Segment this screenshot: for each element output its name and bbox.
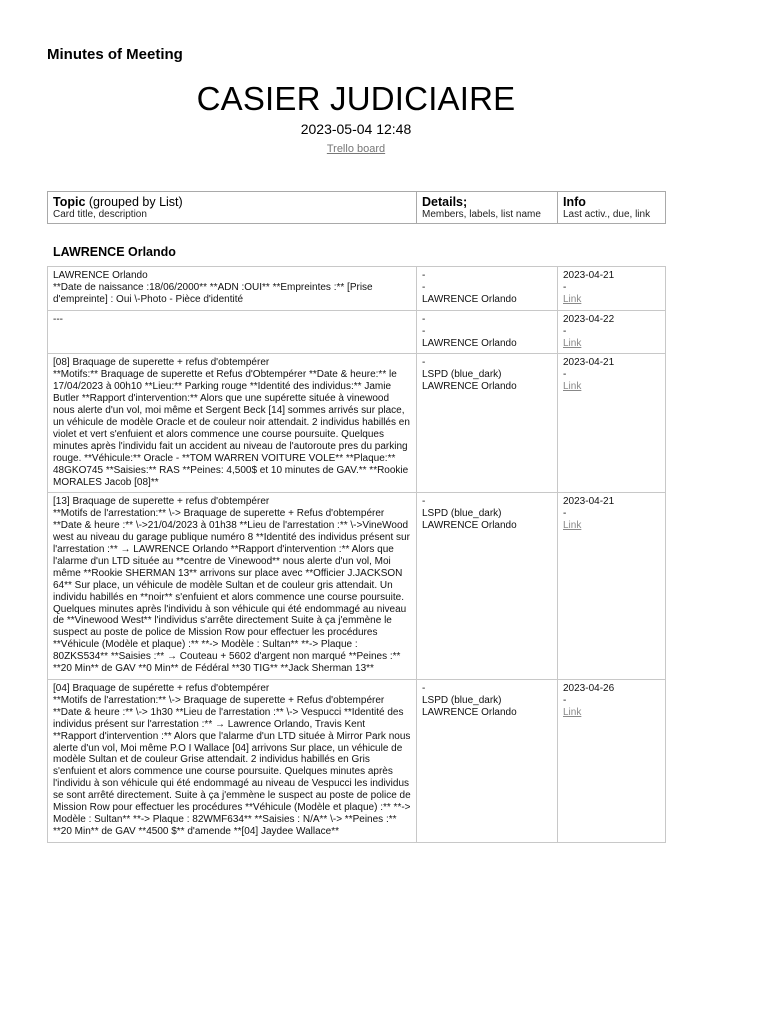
card-row bbox=[48, 354, 666, 493]
card-detail-line: LSPD (blue_dark) bbox=[422, 369, 502, 381]
card-last-activity: 2023-04-21 bbox=[563, 357, 615, 369]
card-row bbox=[48, 493, 666, 680]
card-link[interactable]: Link bbox=[563, 706, 582, 718]
card-last-activity: 2023-04-21 bbox=[563, 496, 615, 508]
card-info-cell bbox=[558, 680, 666, 843]
card-detail-line: LSPD (blue_dark) bbox=[422, 508, 502, 520]
section-title: LAWRENCE Orlando bbox=[53, 245, 176, 259]
card-topic-text: [13] Braquage de superette + refus d'obtempérer **Motifs de l'arrestation:** \-> Braquage de superette + Refus d'obtempérer **Date & heure :** \->21/04/2023 à 01h38 **Lieu de l'arrestation :** \->VineWood west au niveau du garage publique numéro 8 **Identité des individus présent sur l'arrestation :** → LAWRENCE Orlando **Rapport d'intervention :** Alors que l'alarme d'un LTD située au **centre de Vinewood** nous alerte d'un vol, Moi même **Rookie SHERMAN 13** arrivons sur place avec **Officier J.JACKSON 64** Sur place, un véhicule de modèle Sultan et de couleur gris attendait. Un individu habillés en **noir** s'enfuient et alors commence une course poursuite. Quelques minutes après l'individu à son véhicule qui été endommagé au niveau de **Vinewood West** l'individus s'arrête directement Suite à ça j'emmène le suspect au poste de police de Mission Row pour effectuer les procédures **Véhicule (Modèle et plaque) :** **-> Modèle : Sultan** **-> Plaque : 80ZKS534** **Saisies :** → Couteau + 5602 d'argent non marqué **Peines :** **20 Min** de GAV **0 Min** de Fédéral **30 TIG** **Jack Sherman 13** bbox=[53, 496, 410, 675]
header-details bbox=[417, 192, 558, 224]
card-details-cell bbox=[417, 680, 558, 843]
card-link[interactable]: Link bbox=[563, 520, 582, 532]
header-topic bbox=[48, 192, 417, 224]
card-due: - bbox=[563, 325, 567, 337]
card-details-cell bbox=[417, 267, 558, 311]
card-due: - bbox=[563, 694, 567, 706]
card-last-activity: 2023-04-26 bbox=[563, 683, 615, 694]
card-link[interactable]: Link bbox=[563, 293, 582, 305]
card-topic-cell bbox=[48, 354, 417, 493]
card-detail-line: LSPD (blue_dark) bbox=[422, 694, 502, 706]
card-detail-line: LAWRENCE Orlando bbox=[422, 337, 517, 349]
card-row bbox=[48, 267, 666, 311]
card-detail-line: LAWRENCE Orlando bbox=[422, 520, 517, 532]
card-details-cell bbox=[417, 493, 558, 680]
trello-board-link[interactable]: Trello board bbox=[326, 143, 386, 155]
header-info bbox=[558, 192, 666, 224]
card-link[interactable]: Link bbox=[563, 337, 582, 349]
card-detail-line: - bbox=[422, 325, 426, 337]
header-topic-suffix: (grouped by List) bbox=[85, 195, 183, 209]
card-detail-line: - bbox=[422, 281, 426, 293]
card-detail-line: - bbox=[422, 683, 426, 694]
card-info-cell bbox=[558, 354, 666, 493]
header-details-sub: Members, labels, list name bbox=[422, 209, 541, 220]
card-due: - bbox=[563, 369, 567, 381]
card-info-cell bbox=[558, 493, 666, 680]
header-info-sub: Last activ., due, link bbox=[563, 209, 651, 220]
card-detail-line: - bbox=[422, 313, 426, 325]
cards-table bbox=[47, 266, 666, 843]
card-topic-text: --- bbox=[53, 313, 63, 325]
card-last-activity: 2023-04-22 bbox=[563, 313, 615, 325]
card-info-cell bbox=[558, 310, 666, 354]
report-datetime: 2023-05-04 12:48 bbox=[300, 121, 412, 137]
card-last-activity: 2023-04-21 bbox=[563, 270, 615, 281]
card-details-cell bbox=[417, 310, 558, 354]
card-due: - bbox=[563, 508, 567, 520]
card-topic-text: LAWRENCE Orlando **Date de naissance :18/06/2000** **ADN :OUI** **Empreintes :** [Prise d'empreinte] : Oui \-Photo - Pièce d'identité bbox=[53, 270, 373, 305]
card-details-cell bbox=[417, 354, 558, 493]
card-topic-cell bbox=[48, 267, 417, 311]
card-link[interactable]: Link bbox=[563, 381, 582, 393]
card-due: - bbox=[563, 281, 567, 293]
card-detail-line: - bbox=[422, 270, 426, 281]
card-topic-text: [08] Braquage de superette + refus d'obtempérer **Motifs:** Braquage de superette et Refus d'Obtempérer **Date & heure:** le 17/04/2023 à 00h10 **Lieu:** Parking rouge **Identité des individus:** Jamie Butler **Rapport d'intervention:** Alors que une supérette située à vinewood nous alerte d'un vol, moi même et Sergent Beck [14] sommes arrivés sur place, un véhicule de modèle Oracle et de couleur noir attendait. 2 individus habillés en violet et vert s'enfuient et alors commence une course poursuite. Quelques minutes après l'individu fait un accident au niveau de l'autoroute pres du parking rouge. **Véhicule:** Oracle - **TOM WARREN VOITURE VOLE** **Plaque:** 48GKO745 **Saisies:** RAS **Peines: 4,500$ et 10 minutes de GAV.** **Rookie MORALES Jacob [08]** bbox=[53, 357, 410, 488]
card-detail-line: - bbox=[422, 357, 426, 369]
header-details-title: Details; bbox=[422, 195, 468, 209]
page-title: CASIER JUDICIAIRE bbox=[196, 80, 516, 117]
document-label: Minutes of Meeting bbox=[47, 46, 183, 63]
header-info-title: Info bbox=[563, 195, 586, 209]
header-row bbox=[48, 192, 666, 224]
card-row bbox=[48, 310, 666, 354]
card-row bbox=[48, 680, 666, 843]
board-link-container bbox=[0, 143, 712, 155]
card-detail-line: LAWRENCE Orlando bbox=[422, 293, 517, 305]
header-topic-sub: Card title, description bbox=[53, 209, 147, 220]
card-detail-line: LAWRENCE Orlando bbox=[422, 706, 517, 718]
header-topic-title: Topic bbox=[53, 195, 86, 209]
card-topic-cell bbox=[48, 493, 417, 680]
card-topic-cell bbox=[48, 310, 417, 354]
card-topic-cell bbox=[48, 680, 417, 843]
card-detail-line: - bbox=[422, 496, 426, 508]
card-info-cell bbox=[558, 267, 666, 311]
card-detail-line: LAWRENCE Orlando bbox=[422, 381, 517, 393]
card-topic-text: [04] Braquage de supérette + refus d'obtempérer **Motifs de l'arrestation:** \-> Braquage de superette + Refus d'obtempérer **Date & heure :** \-> 1h30 **Lieu de l'arrestation :** \-> Vespucci **Identité des individus présent sur l'arrestation :** → Lawrence Orlando, Travis Kent **Rapport d'intervention :** Alors que l'alarme d'un LTD située à Mirror Park nous alerte d'un vol, Moi même P.O I Wallace [04] arrivons Sur place, un véhicule de modèle Sultan et de couleur Grise attendait. 2 individus habillés en Gris s'enfuient et alors commence une course poursuite. Quelques minutes après l'individu à son véhicule qui été endommagé au niveau de Vespucci les individus se sont arrêté directement. Suite à ça j'emmène le suspect au poste de police de Mission Row pour effectuer les procédures **Véhicule (Modèle et plaque) :** **-> Modèle : Sultan** **-> Plaque : 82WMF634** **Saisies : N/A** \-> **Peines :** **20 Min** de GAV **4500 $** d'amende **[04] Jaydee Wallace** bbox=[53, 683, 411, 837]
header-table bbox=[47, 191, 666, 224]
